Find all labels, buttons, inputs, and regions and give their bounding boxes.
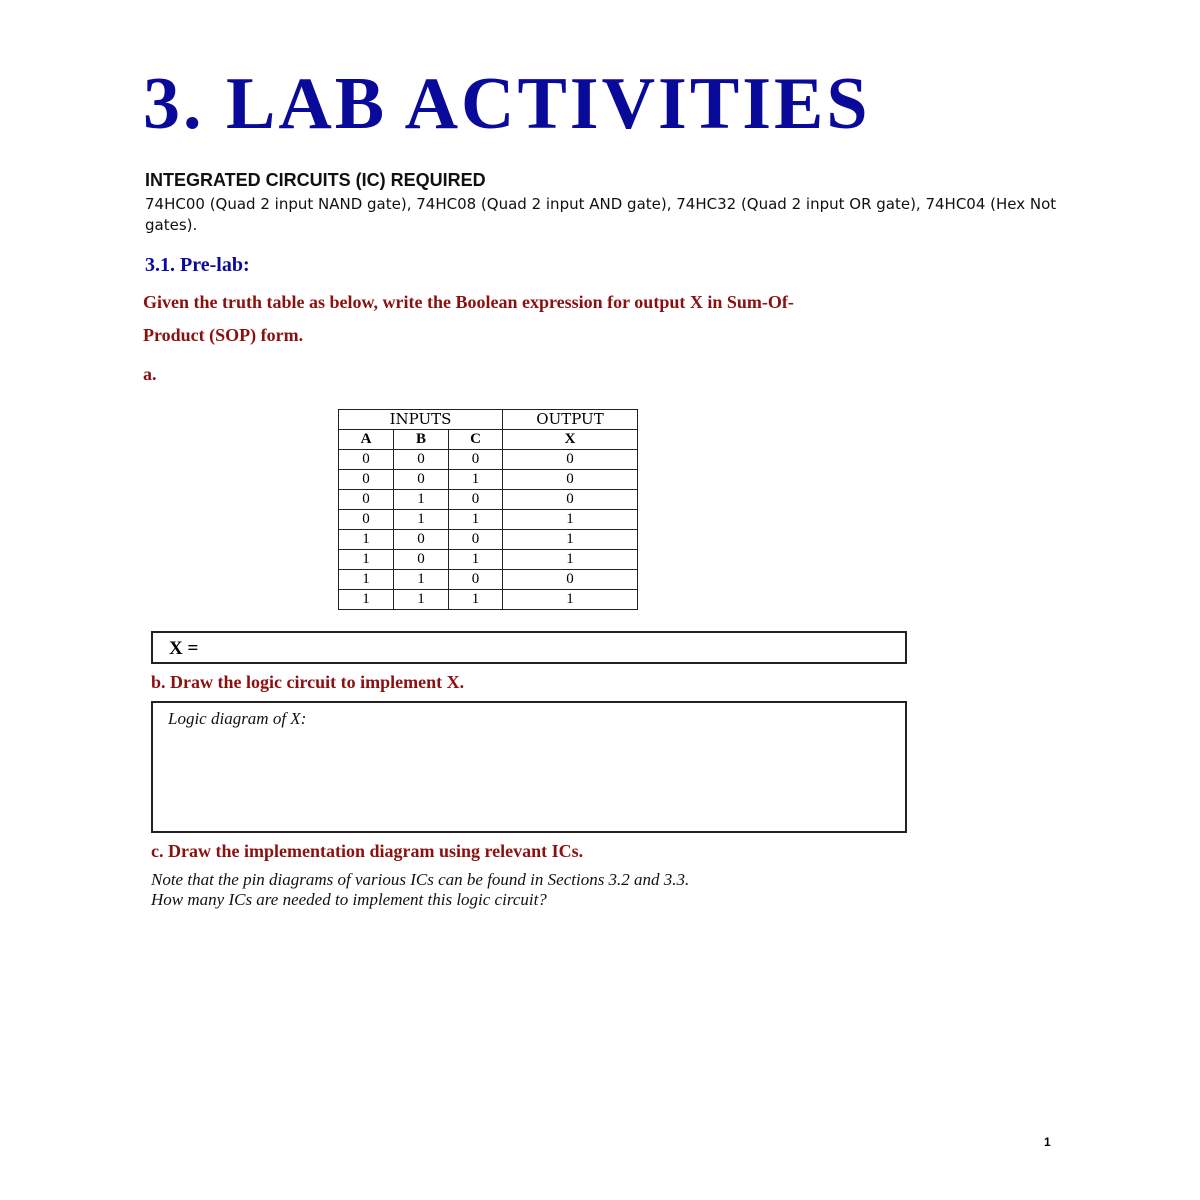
table-row — [339, 450, 638, 470]
table-row — [339, 470, 638, 490]
instruction-line-2: Product (SOP) form. — [143, 325, 304, 345]
column-header-c: C — [449, 430, 503, 450]
table-cell: 0 — [449, 450, 503, 470]
part-a-label: a. — [143, 364, 157, 384]
table-cell: 0 — [339, 470, 394, 490]
table-cell: 1 — [449, 550, 503, 570]
table-cell: 1 — [503, 530, 638, 550]
inputs-header: INPUTS — [339, 410, 503, 430]
column-header-x: X — [503, 430, 638, 450]
table-cell: 0 — [394, 550, 449, 570]
table-row — [339, 490, 638, 510]
logic-diagram-box[interactable] — [151, 701, 907, 833]
instruction-line-1: Given the truth table as below, write the Boolean expression for output X in Sum-Of- — [143, 292, 794, 312]
table-cell: 1 — [503, 550, 638, 570]
table-row — [339, 550, 638, 570]
part-b-label: b. Draw the logic circuit to implement X. — [151, 672, 465, 692]
table-cell: 1 — [449, 470, 503, 490]
table-cell: 0 — [394, 450, 449, 470]
table-cell: 0 — [339, 450, 394, 470]
page-number: 1 — [1044, 1135, 1051, 1149]
table-cell: 0 — [449, 490, 503, 510]
table-cell: 1 — [339, 590, 394, 610]
ic-list: 74HC00 (Quad 2 input NAND gate), 74HC08 (Quad 2 input AND gate), 74HC32 (Quad 2 input OR gate), 74HC04 (Hex Not gates). — [145, 195, 1057, 234]
answer-label: X = — [169, 638, 199, 659]
table-cell: 0 — [449, 570, 503, 590]
table-row — [339, 510, 638, 530]
part-c-label: c. Draw the implementation diagram using relevant ICs. — [151, 841, 584, 861]
ic-heading: INTEGRATED CIRCUITS (IC) REQUIRED — [145, 170, 486, 190]
table-cell: 0 — [503, 490, 638, 510]
output-header: OUTPUT — [503, 410, 638, 430]
table-cell: 1 — [394, 590, 449, 610]
table-cell: 0 — [503, 470, 638, 490]
logic-diagram-label: Logic diagram of X: — [168, 709, 307, 728]
table-row — [339, 530, 638, 550]
table-cell: 1 — [339, 570, 394, 590]
answer-box[interactable] — [151, 631, 907, 664]
table-cell: 1 — [339, 530, 394, 550]
table-cell: 0 — [449, 530, 503, 550]
table-cell: 0 — [503, 450, 638, 470]
note-line-2: How many ICs are needed to implement this logic circuit? — [151, 890, 547, 909]
prelab-heading: 3.1. Pre-lab: — [145, 254, 250, 276]
table-cell: 1 — [449, 510, 503, 530]
table-cell: 1 — [394, 570, 449, 590]
table-cell: 1 — [394, 490, 449, 510]
table-cell: 1 — [503, 510, 638, 530]
table-cell: 1 — [503, 590, 638, 610]
table-cell: 0 — [503, 570, 638, 590]
table-cell: 1 — [339, 550, 394, 570]
table-cell: 1 — [449, 590, 503, 610]
column-header-b: B — [394, 430, 449, 450]
table-cell: 0 — [339, 510, 394, 530]
page-title: 3. LAB ACTIVITIES — [143, 63, 871, 145]
table-cell: 0 — [339, 490, 394, 510]
table-cell: 1 — [394, 510, 449, 530]
table-row — [339, 590, 638, 610]
column-header-a: A — [339, 430, 394, 450]
note-line-1: Note that the pin diagrams of various ICs can be found in Sections 3.2 and 3.3. — [151, 870, 690, 889]
table-row — [339, 570, 638, 590]
truth-table — [338, 409, 638, 610]
table-cell: 0 — [394, 470, 449, 490]
table-cell: 0 — [394, 530, 449, 550]
